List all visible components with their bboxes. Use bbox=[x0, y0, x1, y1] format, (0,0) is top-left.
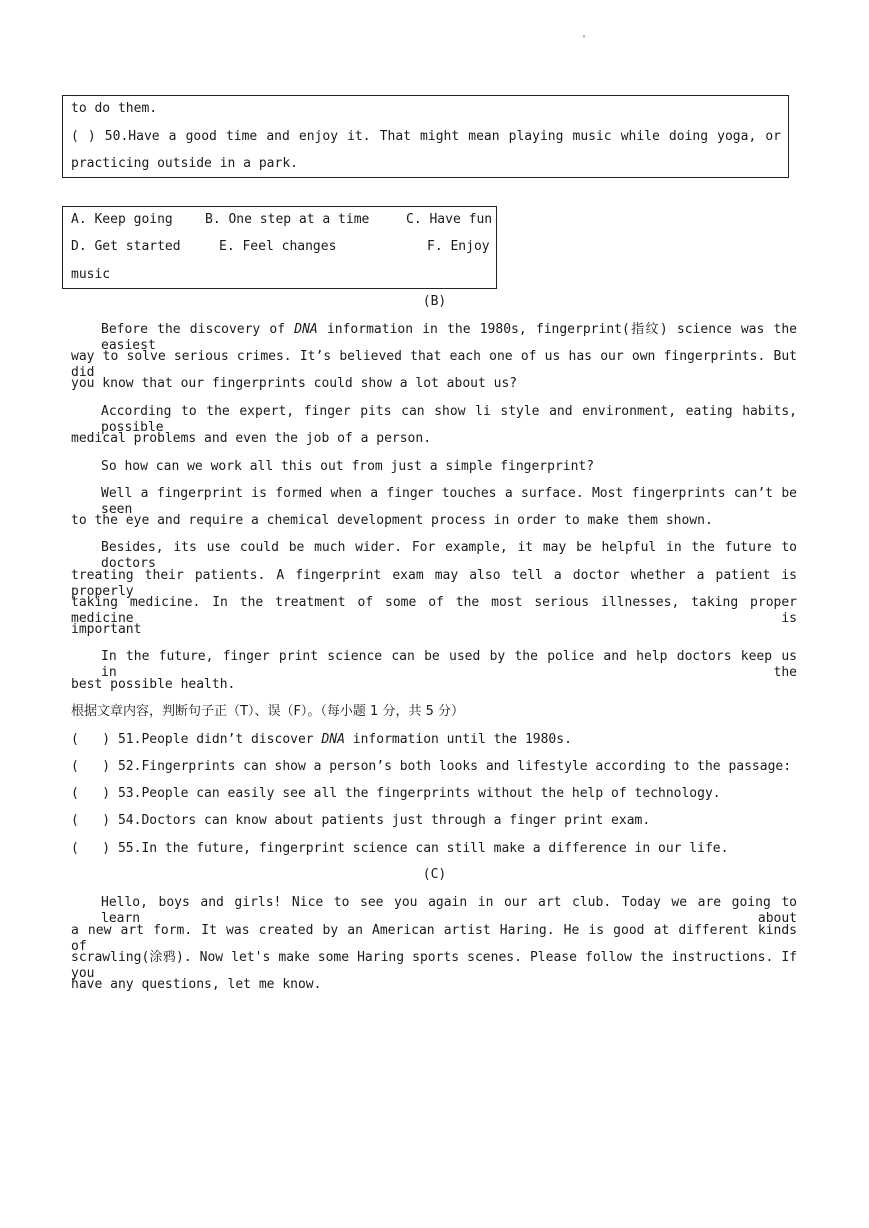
passage-b-p6-line-2: best possible health. bbox=[71, 677, 236, 692]
box1-line-3: practicing outside in a park. bbox=[71, 156, 298, 171]
passage-b-p5-line-2: treating their patients. A fingerprint exam may also tell a doctor whether a patient is properly bbox=[71, 568, 797, 599]
passage-b-p1-line-3: you know that our fingerprints could show a lot about us? bbox=[71, 376, 518, 391]
header-mark: ' bbox=[581, 34, 588, 45]
box1-line-1: to do them. bbox=[71, 101, 158, 116]
passage-c-line-2: a new art form. It was created by an American artist Haring. He is good at different kinds of bbox=[71, 923, 797, 954]
passage-b-p1-line-2: way to solve serious crimes. It’s believed that each one of us has our own fingerprints. But did bbox=[71, 349, 797, 380]
question-54: ( ) 54.Doctors can know about patients just through a finger print exam. bbox=[71, 813, 651, 828]
passage-b-p3-line-1: So how can we work all this out from just a simple fingerprint? bbox=[101, 459, 595, 474]
passage-b-p5-line-4: important bbox=[71, 622, 142, 637]
passage-b-p4-line-2: to the eye and require a chemical development process in order to make them shown. bbox=[71, 513, 713, 528]
passage-b-p2-line-2: medical problems and even the job of a person. bbox=[71, 431, 432, 446]
option-c: C. Have fun bbox=[406, 212, 493, 227]
option-b: B. One step at a time bbox=[205, 212, 370, 227]
question-52: ( ) 52.Fingerprints can show a person’s both looks and lifestyle according to the passage: bbox=[71, 759, 792, 774]
passage-b-p5-line-1: Besides, its use could be much wider. For example, it may be helpful in the future to doctors bbox=[101, 540, 797, 571]
option-f-continued: music bbox=[71, 267, 111, 282]
dna-term: DNA bbox=[294, 322, 318, 337]
section-c-heading: (C) bbox=[422, 867, 447, 882]
passage-b-p6-line-1: In the future, finger print science can be used by the police and help doctors keep us in the bbox=[101, 649, 797, 680]
option-e: E. Feel changes bbox=[219, 239, 337, 254]
passage-c-line-1: Hello, boys and girls! Nice to see you again in our art club. Today we are going to learn about bbox=[101, 895, 797, 926]
section-b-heading: (B) bbox=[422, 294, 447, 309]
option-d: D. Get started bbox=[71, 239, 181, 254]
passage-b-p4-line-1: Well a fingerprint is formed when a finger touches a surface. Most fingerprints can’t be seen bbox=[101, 486, 797, 517]
passage-b-p2-line-1: According to the expert, finger pits can show li style and environment, eating habits, possible bbox=[101, 404, 797, 435]
question-51: ( ) 51.People didn’t discover DNA information until the 1980s. bbox=[71, 732, 572, 747]
option-f: F. Enjoy bbox=[427, 239, 490, 254]
dna-term: DNA bbox=[321, 732, 345, 747]
question-50: ( ) 50.Have a good time and enjoy it. That might mean playing music while doing yoga, or bbox=[71, 129, 781, 144]
option-a: A. Keep going bbox=[71, 212, 173, 227]
passage-c-line-3: scrawling(涂鸦). Now let's make some Haring sports scenes. Please follow the instructions. If you bbox=[71, 950, 797, 981]
true-false-instruction: 根据文章内容，判断句子正（T）、误（F）。（每小题 1 分，共 5 分） bbox=[71, 704, 464, 719]
question-55: ( ) 55.In the future, fingerprint science can still make a difference in our life. bbox=[71, 841, 729, 856]
passage-b-p1-line-1: Before the discovery of DNA information in the 1980s, fingerprint(指纹) science was the easiest bbox=[101, 322, 798, 353]
passage-c-line-4: have any questions, let me know. bbox=[71, 977, 322, 992]
passage-b-p5-line-3: taking medicine. In the treatment of some of the most serious illnesses, taking proper medicine is bbox=[71, 595, 797, 626]
question-53: ( ) 53.People can easily see all the fingerprints without the help of technology. bbox=[71, 786, 721, 801]
